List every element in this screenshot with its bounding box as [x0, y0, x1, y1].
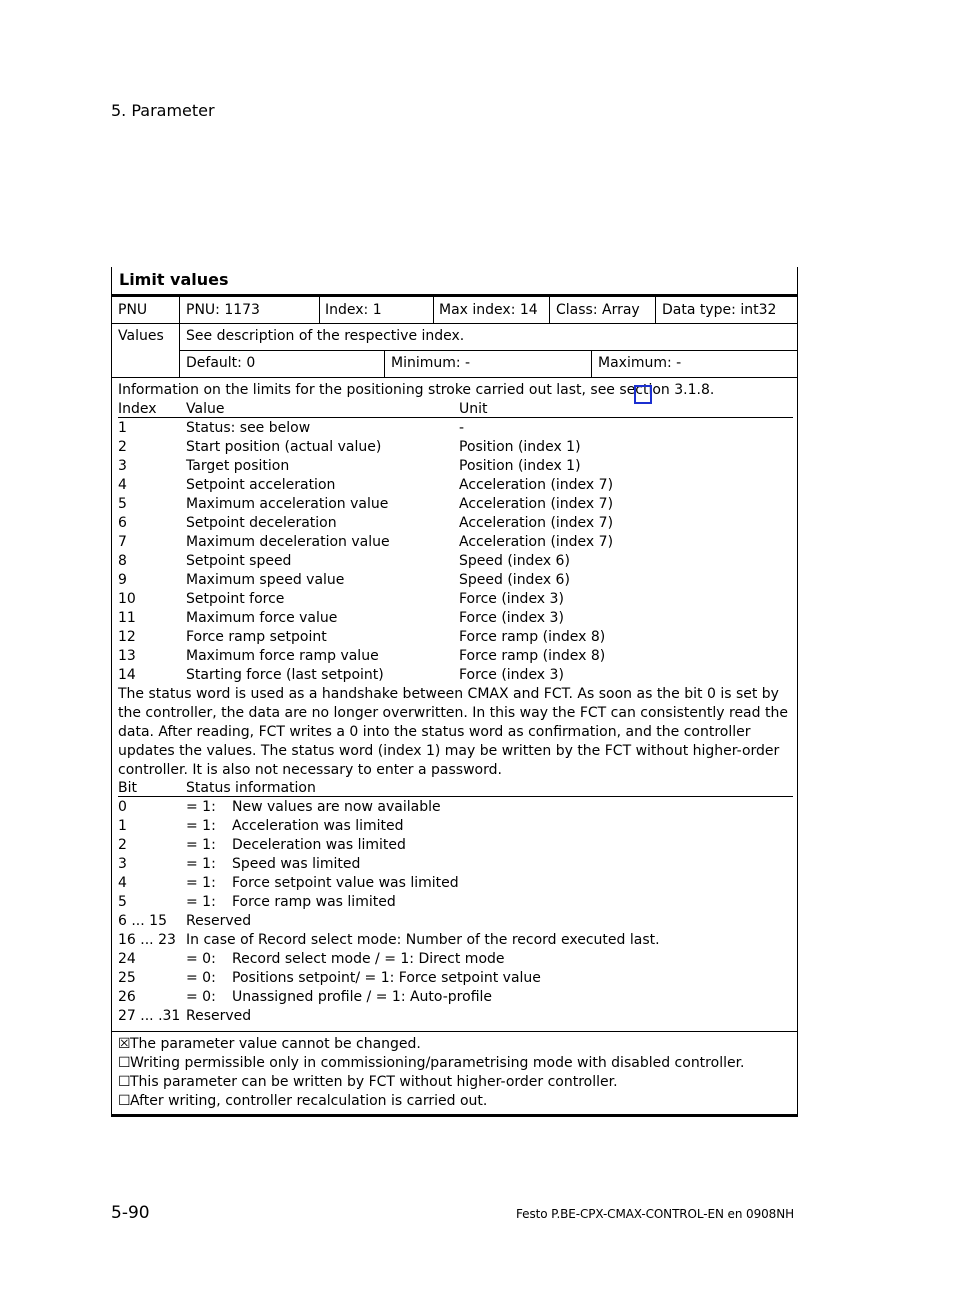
- values-label: Values: [118, 328, 164, 344]
- index-value: Index: 1: [325, 302, 382, 318]
- bit-condition: = 1:: [186, 875, 216, 891]
- pnu-label: PNU: [118, 302, 148, 318]
- table-title: Limit values: [119, 270, 229, 289]
- unit-cell: Acceleration (index 7): [459, 534, 614, 550]
- index-cell: 11: [118, 610, 136, 626]
- index-cell: 4: [118, 477, 127, 493]
- bit-description: Force setpoint value was limited: [232, 875, 459, 891]
- bit-cell: 3: [118, 856, 127, 872]
- index-cell: 14: [118, 667, 136, 683]
- unit-cell: Acceleration (index 7): [459, 496, 614, 512]
- divider: [549, 297, 550, 323]
- bit-description: Acceleration was limited: [232, 818, 404, 834]
- row-rule: [112, 323, 797, 324]
- bit-condition: = 1:: [186, 837, 216, 853]
- status-paragraph: The status word is used as a handshake between CMAX and FCT. As soon as the bit 0 is set by the controller, the data are no longer overwritten. In this way the FCT can consistently read the data. After reading, FCT writes a 0 into the status word as confirmation, and the controller updates the values. The status word (index 1) may be written by the FCT without higher-order controller. It is also not necessary to enter a password.: [118, 686, 788, 778]
- document-reference: Festo P.BE-CPX-CMAX-CONTROL-EN en 0908NH: [516, 1207, 794, 1221]
- index-cell: 12: [118, 629, 136, 645]
- bit-description: Unassigned profile / = 1: Auto-profile: [232, 989, 493, 1005]
- row-rule: [112, 377, 797, 378]
- minimum-value: Minimum: -: [391, 355, 471, 371]
- pnu-value: PNU: 1173: [186, 302, 260, 318]
- section-link[interactable]: [634, 385, 652, 404]
- unit-cell: Force ramp (index 8): [459, 648, 606, 664]
- checkbox-label: The parameter value cannot be changed.: [130, 1036, 421, 1052]
- unit-cell: Force (index 3): [459, 610, 564, 626]
- value-cell: Status: see below: [186, 420, 311, 436]
- bit-condition: = 1:: [186, 856, 216, 872]
- index-cell: 2: [118, 439, 127, 455]
- unit-cell: Acceleration (index 7): [459, 477, 614, 493]
- unit-cell: Force (index 3): [459, 667, 564, 683]
- bit-description: Force ramp was limited: [232, 894, 396, 910]
- bit-description: Positions setpoint/ = 1: Force setpoint value: [232, 970, 541, 986]
- value-cell: Start position (actual value): [186, 439, 382, 455]
- bit-condition: = 1:: [186, 894, 216, 910]
- data-type-value: Data type: int32: [662, 302, 777, 318]
- value-cell: Setpoint force: [186, 591, 285, 607]
- index-cell: 7: [118, 534, 127, 550]
- unit-cell: Force ramp (index 8): [459, 629, 606, 645]
- unit-cell: Speed (index 6): [459, 572, 570, 588]
- bit-condition: = 1:: [186, 818, 216, 834]
- max-index-value: Max index: 14: [439, 302, 538, 318]
- divider: [319, 297, 320, 323]
- value-header: Value: [186, 401, 225, 417]
- divider: [179, 297, 180, 377]
- row-rule: [112, 1031, 797, 1032]
- header-rule: [118, 417, 793, 418]
- section-heading: 5. Parameter: [111, 101, 215, 120]
- bit-description: Record select mode / = 1: Direct mode: [232, 951, 505, 967]
- index-header: Index: [118, 401, 157, 417]
- unchecked-box-icon: ☐: [118, 1055, 131, 1071]
- bit-description: Reserved: [186, 913, 252, 929]
- value-cell: Starting force (last setpoint): [186, 667, 384, 683]
- index-cell: 9: [118, 572, 127, 588]
- class-value: Class: Array: [556, 302, 640, 318]
- page-number: 5-90: [111, 1203, 150, 1223]
- bit-cell: 1: [118, 818, 127, 834]
- unit-cell: -: [459, 420, 465, 436]
- value-cell: Maximum acceleration value: [186, 496, 389, 512]
- bit-condition: = 0:: [186, 951, 216, 967]
- value-cell: Maximum speed value: [186, 572, 345, 588]
- info-text: Information on the limits for the positioning stroke carried out last, see section 3.1.8.: [118, 382, 715, 398]
- bit-condition: = 0:: [186, 989, 216, 1005]
- index-cell: 8: [118, 553, 127, 569]
- value-cell: Force ramp setpoint: [186, 629, 327, 645]
- bit-cell: 24: [118, 951, 136, 967]
- checkbox-item: [118, 1035, 421, 1054]
- value-cell: Setpoint speed: [186, 553, 292, 569]
- checkbox-label: Writing permissible only in commissioning/parametrising mode with disabled controller.: [130, 1055, 745, 1071]
- header-rule: [118, 796, 793, 797]
- bit-cell: 27 ... .31: [118, 1008, 181, 1024]
- unit-header: Unit: [459, 401, 488, 417]
- unit-cell: Position (index 1): [459, 458, 581, 474]
- status-header: Status information: [186, 780, 316, 796]
- value-cell: Setpoint acceleration: [186, 477, 336, 493]
- divider: [433, 297, 434, 323]
- index-cell: 10: [118, 591, 136, 607]
- value-cell: Maximum deceleration value: [186, 534, 390, 550]
- checkbox-item: [118, 1054, 745, 1073]
- bit-description: Reserved: [186, 1008, 252, 1024]
- title-rule: [112, 294, 797, 297]
- bit-header: Bit: [118, 780, 137, 796]
- bit-cell: 25: [118, 970, 136, 986]
- bit-description: Speed was limited: [232, 856, 361, 872]
- index-cell: 1: [118, 420, 127, 436]
- index-cell: 13: [118, 648, 136, 664]
- default-value: Default: 0: [186, 355, 256, 371]
- divider: [384, 350, 385, 377]
- bit-description: In case of Record select mode: Number of the record executed last.: [186, 932, 660, 948]
- unchecked-box-icon: ☐: [118, 1093, 131, 1109]
- checkbox-label: After writing, controller recalculation is carried out.: [130, 1093, 488, 1109]
- bit-cell: 5: [118, 894, 127, 910]
- bit-cell: 0: [118, 799, 127, 815]
- bit-cell: 4: [118, 875, 127, 891]
- bit-cell: 26: [118, 989, 136, 1005]
- unit-cell: Speed (index 6): [459, 553, 570, 569]
- checkbox-item: [118, 1073, 618, 1092]
- unit-cell: Force (index 3): [459, 591, 564, 607]
- value-cell: Target position: [186, 458, 290, 474]
- index-cell: 5: [118, 496, 127, 512]
- values-description: See description of the respective index.: [186, 328, 465, 344]
- bit-condition: = 0:: [186, 970, 216, 986]
- value-cell: Maximum force value: [186, 610, 338, 626]
- unit-cell: Position (index 1): [459, 439, 581, 455]
- divider: [655, 297, 656, 323]
- index-cell: 3: [118, 458, 127, 474]
- divider: [591, 350, 592, 377]
- checked-box-icon: ☒: [118, 1036, 131, 1052]
- checkbox-item: [118, 1092, 487, 1111]
- row-rule: [179, 350, 797, 351]
- bit-condition: = 1:: [186, 799, 216, 815]
- bit-cell: 16 ... 23: [118, 932, 176, 948]
- value-cell: Setpoint deceleration: [186, 515, 337, 531]
- bit-cell: 6 ... 15: [118, 913, 167, 929]
- bit-description: New values are now available: [232, 799, 441, 815]
- bit-description: Deceleration was limited: [232, 837, 406, 853]
- value-cell: Maximum force ramp value: [186, 648, 379, 664]
- unchecked-box-icon: ☐: [118, 1074, 131, 1090]
- maximum-value: Maximum: -: [598, 355, 682, 371]
- unit-cell: Acceleration (index 7): [459, 515, 614, 531]
- bit-cell: 2: [118, 837, 127, 853]
- parameter-table: [111, 267, 798, 1117]
- index-cell: 6: [118, 515, 127, 531]
- checkbox-label: This parameter can be written by FCT without higher-order controller.: [130, 1074, 618, 1090]
